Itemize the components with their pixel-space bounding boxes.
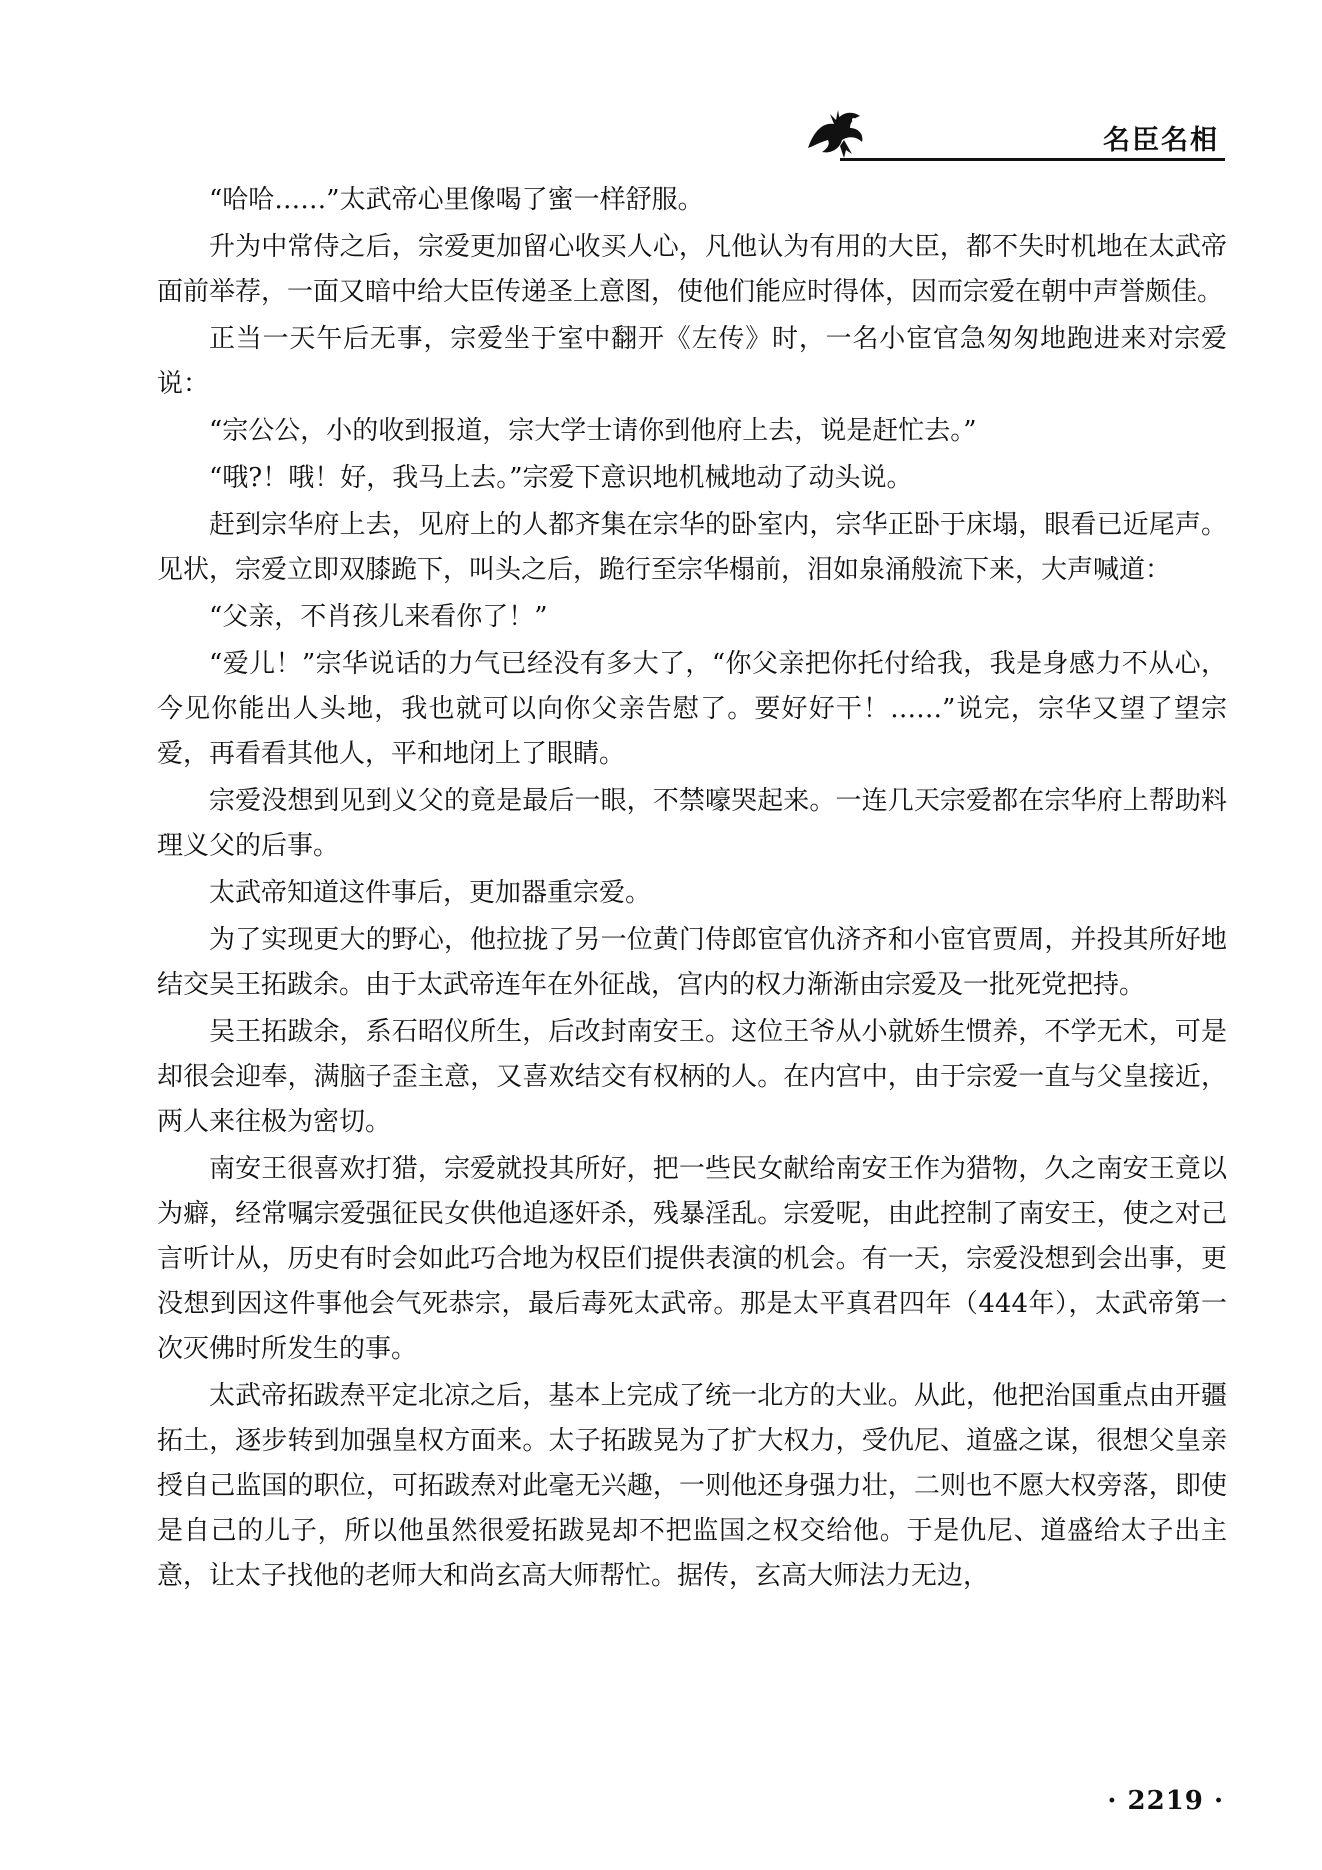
running-header [800,100,1225,162]
paragraph: 太武帝知道这件事后，更加器重宗爱。 [209,878,652,908]
paragraph: 南安王很喜欢打猎，宗爱就投其所好，把一些民女献给南安王作为猎物，久之南安王竟以为癖，经常嘱宗爱强征民女供他追逐奸杀，残暴淫乱。宗爱呢，由此控制了南安王，使之对己言听计从，历史有时会如此巧合地为权臣们提供表演的机会。有一天，宗爱没想到会出事，更没想到因这件事他会气死恭宗，最后毒死太武帝。那是太平真君四年（444年），太武帝第一次灭佛时所发生的事。 [157,1154,1227,1364]
paragraph: “宗公公，小的收到报道，宗大学士请你到他府上去，说是赶忙去。” [209,416,977,446]
paragraph: “父亲，不肖孩儿来看你了！” [209,602,548,632]
paragraph: 吴王拓跋余，系石昭仪所生，后改封南安王。这位王爷从小就娇生惯养，不学无术，可是却很会迎奉，满脑子歪主意，又喜欢结交有权柄的人。在内宫中，由于宗爱一直与父皇接近，两人来往极为密切。 [157,1017,1227,1137]
body-text [157,178,1227,1601]
paragraph: 宗爱没想到见到义父的竟是最后一眼，不禁嚎哭起来。一连几天宗爱都在宗华府上帮助料理义父的后事。 [157,786,1227,861]
paragraph: 太武帝拓跋焘平定北凉之后，基本上完成了统一北方的大业。从此，他把治国重点由开疆拓土，逐步转到加强皇权方面来。太子拓跋晃为了扩大权力，受仇尼、道盛之谋，很想父皇亲授自己监国的职位，可拓跋焘对此毫无兴趣，一则他还身强力壮，二则也不愿大权旁落，即使是自己的儿子，所以他虽然很爱拓跋晃却不把监国之权交给他。于是仇尼、道盛给太子出主意，让太子找他的老师大和尚玄高大师帮忙。据传，玄高大师法力无边， [157,1381,1227,1591]
dragon-emblem-icon [800,100,872,162]
section-title: 名臣名相 [1103,125,1219,156]
header-rule [840,158,1225,161]
paragraph: 升为中常侍之后，宗爱更加留心收买人心，凡他认为有用的大臣，都不失时机地在太武帝面前举荐，一面又暗中给大臣传递圣上意图，使他们能应时得体，因而宗爱在朝中声誉颇佳。 [157,232,1227,307]
paragraph: “哦?！哦！好，我马上去。”宗爱下意识地机械地动了动头说。 [209,463,913,493]
paragraph: “爱儿！”宗华说话的力气已经没有多大了，“你父亲把你托付给我，我是身感力不从心，今见你能出人头地，我也就可以向你父亲告慰了。要好好干！……”说完，宗华又望了望宗爱，再看看其他人，平和地闭上了眼睛。 [157,649,1227,769]
paragraph: 为了实现更大的野心，他拉拢了另一位黄门侍郎宦官仇济齐和小宦官贾周，并投其所好地结交吴王拓跋余。由于太武帝连年在外征战，宫内的权力渐渐由宗爱及一批死党把持。 [157,925,1227,1000]
paragraph: 赶到宗华府上去，见府上的人都齐集在宗华的卧室内，宗华正卧于床塌，眼看已近尾声。见状，宗爱立即双膝跪下，叫头之后，跪行至宗华榻前，泪如泉涌般流下来，大声喊道： [157,510,1227,585]
page-number: · 2219 · [1107,1786,1224,1816]
paragraph: “哈哈……”太武帝心里像喝了蜜一样舒服。 [209,185,704,215]
paragraph: 正当一天午后无事，宗爱坐于室中翻开《左传》时，一名小宦官急匆匆地跑进来对宗爱说： [157,324,1227,399]
